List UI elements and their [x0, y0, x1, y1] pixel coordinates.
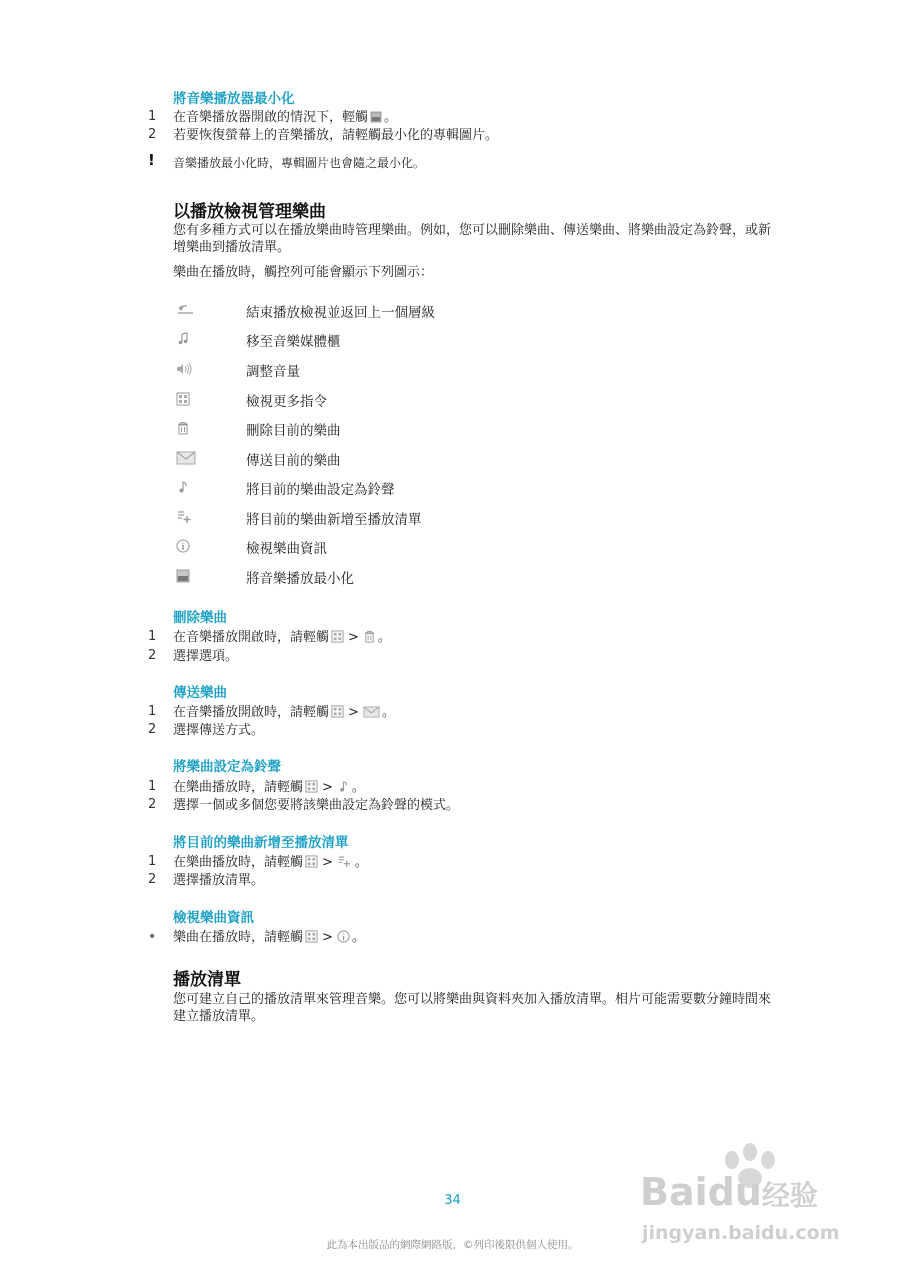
step-text-end: 。	[354, 855, 368, 870]
paragraph: 您可建立自己的播放清單來管理音樂。您可以將樂曲與資料夾加入播放清單。相片可能需要數分鐘時間來建立播放清單。	[173, 992, 772, 1024]
step-text: 選擇選項。	[173, 649, 239, 664]
step-text-part: 在音樂播放開啟時，請輕觸	[173, 630, 330, 645]
trash-icon	[363, 630, 376, 648]
note-icon: !	[148, 151, 155, 169]
paragraph: 樂曲在播放時，觸控列可能會顯示下列圖示：	[173, 265, 434, 280]
step-text	[173, 929, 365, 948]
menu-icon	[305, 855, 318, 873]
watermark	[640, 1140, 860, 1260]
minimize-icon	[176, 568, 194, 582]
icon-description: 移至音樂媒體櫃	[246, 334, 341, 350]
step-text	[173, 109, 397, 128]
step-number: 1	[148, 704, 157, 719]
section-title-manage: 以播放檢視管理樂曲	[173, 202, 326, 222]
icon-description: 傳送目前的樂曲	[246, 453, 341, 469]
step-number: 1	[148, 854, 157, 869]
page-number: 34	[444, 1193, 461, 1208]
note-text: 音樂播放最小化時，專輯圖片也會隨之最小化。	[173, 156, 426, 170]
step-number: 1	[148, 779, 157, 794]
menu-icon	[305, 780, 318, 798]
music-note-icon	[176, 331, 194, 345]
back-icon	[176, 302, 194, 316]
info-icon	[337, 930, 350, 948]
step-text: 選擇傳送方式。	[173, 723, 265, 738]
step-text-part: 在樂曲播放時，請輕觸	[173, 780, 304, 795]
step-number: 2	[148, 648, 157, 663]
step-number: 2	[148, 797, 157, 812]
step-text-part: 在音樂播放器開啟的情況下，輕觸	[173, 110, 369, 125]
separator: >	[348, 630, 359, 645]
step-text-part: 樂曲在播放時，請輕觸	[173, 930, 304, 945]
info-icon	[176, 538, 194, 552]
step-number: 2	[148, 872, 157, 887]
step-text-part: 在樂曲播放時，請輕觸	[173, 855, 304, 870]
separator: >	[348, 705, 359, 720]
step-number: 2	[148, 127, 157, 142]
icon-description: 檢視更多指令	[246, 394, 327, 410]
menu-icon	[331, 630, 344, 648]
minimize-icon	[370, 111, 382, 128]
section-title-delete: 刪除樂曲	[173, 610, 227, 626]
step-number: 1	[148, 109, 157, 124]
menu-icon	[176, 391, 194, 405]
section-title-add-playlist: 將目前的樂曲新增至播放清單	[173, 835, 349, 851]
step-text-end: 。	[381, 705, 395, 720]
step-text-end: 。	[351, 930, 365, 945]
icon-description: 檢視樂曲資訊	[246, 541, 327, 557]
watermark-brand: Baidu经验	[640, 1170, 818, 1214]
separator: >	[322, 780, 333, 795]
step-text	[173, 854, 368, 873]
section-title-send: 傳送樂曲	[173, 685, 227, 701]
step-text	[173, 704, 395, 723]
menu-icon	[305, 930, 318, 948]
step-text-end: 。	[377, 630, 391, 645]
step-text-end: 。	[384, 110, 398, 125]
envelope-icon	[363, 706, 380, 723]
step-text-part: 在音樂播放開啟時，請輕觸	[173, 705, 330, 720]
step-text	[173, 629, 391, 648]
bullet: •	[148, 929, 157, 945]
section-title-ringtone: 將樂曲設定為鈴聲	[173, 759, 281, 775]
icon-description: 結束播放檢視並返回上一個層級	[246, 305, 435, 321]
paragraph: 您有多種方式可以在播放樂曲時管理樂曲。例如，您可以刪除樂曲、傳送樂曲、將樂曲設定為鈴聲，或新增樂曲到播放清單。	[173, 223, 772, 255]
step-text: 選擇一個或多個您要將該樂曲設定為鈴聲的模式。	[173, 798, 460, 813]
watermark-url: jingyan.baidu.com	[642, 1222, 840, 1244]
menu-icon	[331, 705, 344, 723]
icon-description: 將目前的樂曲設定為鈴聲	[246, 482, 395, 498]
separator: >	[322, 930, 333, 945]
volume-icon	[176, 361, 194, 375]
icon-description: 將目前的樂曲新增至播放清單	[246, 512, 422, 528]
ringtone-icon	[176, 479, 194, 493]
add-playlist-icon	[337, 855, 353, 873]
icon-description: 刪除目前的樂曲	[246, 423, 341, 439]
step-text: 若要恢復螢幕上的音樂播放，請輕觸最小化的專輯圖片。	[173, 128, 499, 143]
trash-icon	[176, 420, 194, 434]
step-number: 2	[148, 722, 157, 737]
add-playlist-icon	[176, 509, 194, 523]
step-text: 選擇播放清單。	[173, 873, 265, 888]
section-title-info: 檢視樂曲資訊	[173, 910, 254, 926]
ringtone-icon	[337, 780, 350, 798]
step-text	[173, 779, 365, 798]
step-text-end: 。	[351, 780, 365, 795]
icon-description: 將音樂播放最小化	[246, 571, 354, 587]
section-title-playlist: 播放清單	[173, 970, 241, 990]
footer-note: 此為本出版品的網際網路版，©列印後限供個人使用。	[326, 1239, 579, 1251]
envelope-icon	[176, 450, 194, 464]
section-title-minimize: 將音樂播放器最小化	[173, 91, 295, 107]
icon-description: 調整音量	[246, 364, 300, 380]
separator: >	[322, 855, 333, 870]
step-number: 1	[148, 629, 157, 644]
